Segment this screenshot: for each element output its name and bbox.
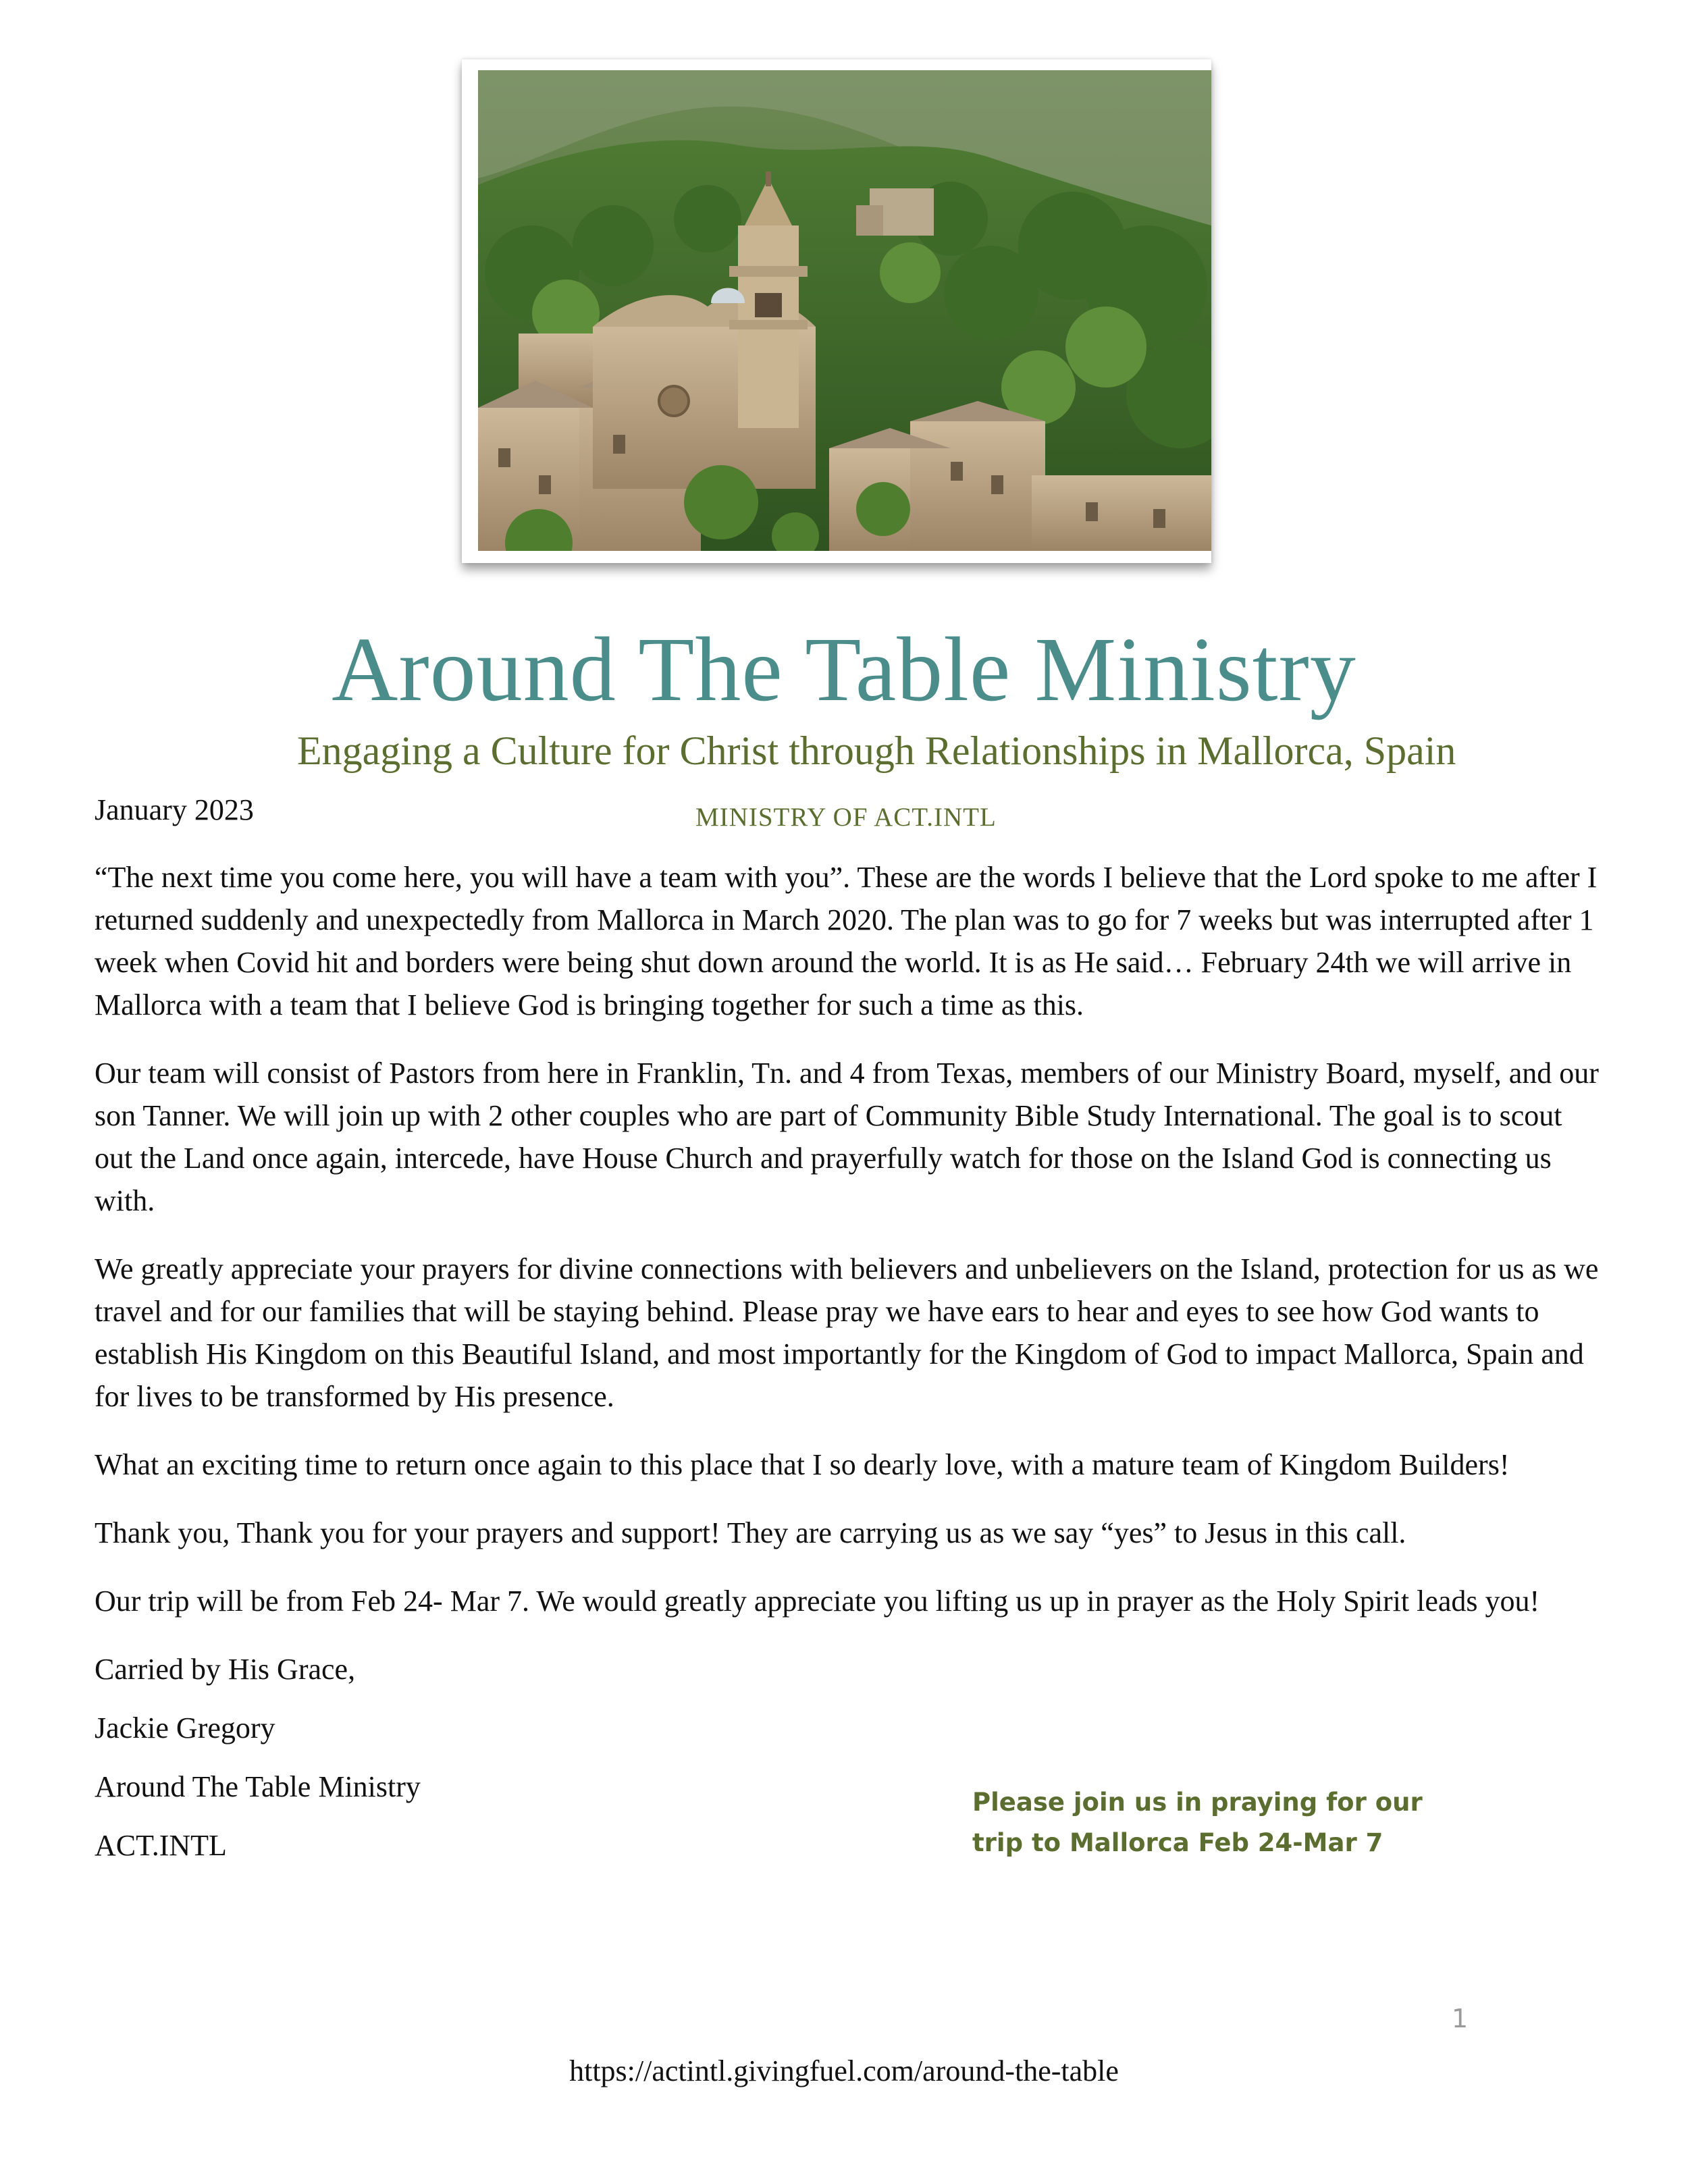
signature-name: Jackie Gregory bbox=[95, 1711, 275, 1744]
prayer-note-line: trip to Mallorca Feb 24-Mar 7 bbox=[972, 1828, 1383, 1857]
paragraph: Our team will consist of Pastors from here in Franklin, Tn. and 4 from Texas, members of our Ministry Board, myself, and our son Tanner. We will join up with 2 other couples who are part of Community Bible Study International. The goal is to scout out the Land once again, intercede, have House Church and prayerfully watch for those on the Island God is connecting us with. bbox=[95, 1057, 1599, 1217]
paragraph: What an exciting time to return once again to this place that I so dearly love, with a mature team of Kingdom Builders! bbox=[95, 1448, 1510, 1481]
village-illustration bbox=[478, 70, 1211, 551]
paragraph: Thank you, Thank you for your prayers and support! They are carrying us as we say “yes” to Jesus in this call. bbox=[95, 1516, 1406, 1549]
signature-closing: Carried by His Grace, bbox=[95, 1653, 356, 1686]
page-title: Around The Table Ministry bbox=[332, 619, 1356, 720]
prayer-request-note bbox=[972, 1782, 1458, 1863]
signature-org: ACT.INTL bbox=[95, 1829, 227, 1862]
footer-url-link[interactable]: https://actintl.givingfuel.com/around-the-table bbox=[569, 2054, 1119, 2087]
letter-body bbox=[95, 856, 1607, 1883]
signature-ministry: Around The Table Ministry bbox=[95, 1770, 421, 1803]
prayer-note-line: Please join us in praying for our bbox=[972, 1788, 1423, 1817]
paragraph: Our trip will be from Feb 24- Mar 7. We would greatly appreciate you lifting us up in prayer as the Holy Spirit leads you! bbox=[95, 1584, 1540, 1618]
paragraph: “The next time you come here, you will have a team with you”. These are the words I believe that the Lord spoke to me after I returned suddenly and unexpectedly from Mallorca in March 2020. The plan was to go for 7 weeks but was interrupted after 1 week when Covid hit and borders were being shut down around the world. It is as He said… February 24th we will arrive in Mallorca with a team that I believe God is bringing together for such a time as this. bbox=[95, 861, 1598, 1021]
letter-date: January 2023 bbox=[95, 793, 254, 826]
page-number: 1 bbox=[1452, 2004, 1469, 2033]
mallorca-village-photo bbox=[478, 70, 1211, 551]
page-subtitle: Engaging a Culture for Christ through Relationships in Mallorca, Spain bbox=[297, 728, 1456, 773]
header-photo-frame bbox=[462, 59, 1211, 563]
paragraph: We greatly appreciate your prayers for divine connections with believers and unbelievers on the Island, protection for us as we travel and for our families that will be staying behind. Please pray we have ears to hear and eyes to see how God wants to establish His Kingdom on this Beautiful Island, and most importantly for the Kingdom of God to impact Mallorca, Spain and for lives to be transformed by His presence. bbox=[95, 1252, 1599, 1413]
ministry-affiliation: MINISTRY OF ACT.INTL bbox=[695, 803, 997, 832]
